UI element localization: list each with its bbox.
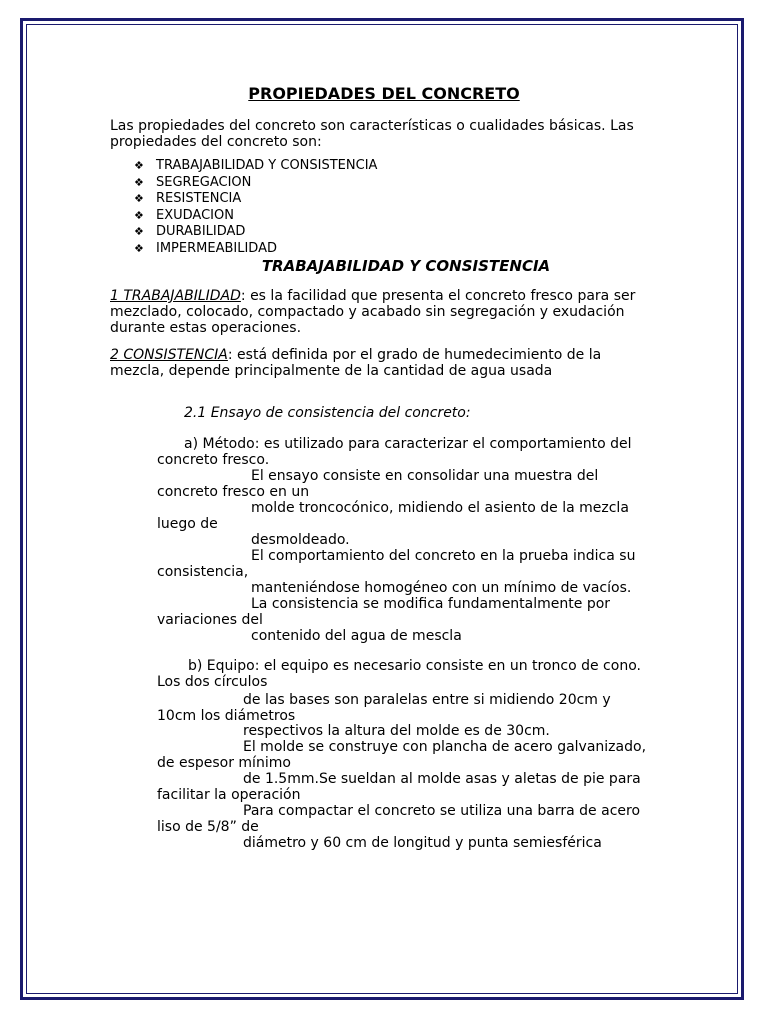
metodo-line: luego de [157, 516, 218, 532]
metodo-line: concreto fresco. [157, 452, 270, 468]
metodo-line: a) Método: es utilizado para caracterizar el comportamiento del [184, 436, 632, 452]
equipo-line: de espesor mínimo [157, 755, 291, 771]
metodo-line: El comportamiento del concreto en la prueba indica su [251, 548, 636, 564]
term-trabajabilidad: 1 TRABAJABILIDAD [110, 288, 241, 304]
consistencia-line-1: 2 CONSISTENCIA: está definida por el grado de humedecimiento de la [110, 347, 602, 363]
diamond-bullet-icon: ❖ [134, 208, 144, 222]
list-item: ❖ EXUDACION [134, 207, 234, 223]
intro-line-1: Las propiedades del concreto son características o cualidades básicas. Las [110, 118, 634, 134]
term-consistencia: 2 CONSISTENCIA [110, 347, 228, 363]
metodo-line: desmoldeado. [251, 532, 350, 548]
diamond-bullet-icon: ❖ [134, 159, 144, 172]
equipo-line: Para compactar el concreto se utiliza una barra de acero [243, 803, 641, 819]
diamond-bullet-icon: ❖ [134, 241, 144, 255]
equipo-line: facilitar la operación [157, 787, 301, 803]
equipo-line: respectivos la altura del molde es de 30cm. [243, 723, 550, 739]
metodo-line: concreto fresco en un [157, 484, 310, 500]
equipo-line: de 1.5mm.Se sueldan al molde asas y aletas de pie para [243, 771, 641, 787]
section-title: TRABAJABILIDAD Y CONSISTENCIA [261, 257, 551, 275]
properties-list [134, 158, 377, 258]
equipo-line: liso de 5/8” de [157, 819, 259, 835]
list-item: ❖ RESISTENCIA [134, 191, 242, 207]
metodo-line: molde troncocónico, midiendo el asiento de la mezcla [251, 500, 629, 516]
metodo-line: manteniéndose homogéneo con un mínimo de vacíos. [251, 580, 632, 596]
list-item: ❖ TRABAJABILIDAD Y CONSISTENCIA [134, 158, 378, 173]
metodo-line: consistencia, [157, 564, 249, 580]
diamond-bullet-icon: ❖ [134, 175, 144, 189]
equipo-line: de las bases son paralelas entre si midiendo 20cm y [243, 692, 611, 708]
intro-line-2: propiedades del concreto son: [110, 134, 322, 150]
trabajabilidad-line-1: 1 TRABAJABILIDAD: es la facilidad que presenta el concreto fresco para ser [110, 288, 636, 304]
list-item: ❖ SEGREGACION [134, 174, 252, 190]
list-item: ❖ IMPERMEABILIDAD [134, 240, 277, 256]
equipo-line: 10cm los diámetros [157, 708, 296, 724]
diamond-bullet-icon: ❖ [134, 192, 144, 206]
consistencia-line-2: mezcla, depende principalmente de la cantidad de agua usada [110, 363, 553, 379]
equipo-line: Los dos círculos [157, 674, 268, 690]
equipo-line: El molde se construye con plancha de acero galvanizado, [243, 739, 647, 755]
metodo-line: La consistencia se modifica fundamentalmente por [251, 596, 611, 612]
equipo-line: b) Equipo: el equipo es necesario consiste en un tronco de cono. [188, 658, 641, 674]
diamond-bullet-icon: ❖ [134, 225, 144, 239]
trabajabilidad-line-2: mezclado, colocado, compactado y acabado sin segregación y exudación [110, 304, 625, 320]
metodo-line: El ensayo consiste en consolidar una muestra del [251, 468, 599, 484]
document-title: PROPIEDADES DEL CONCRETO [248, 84, 520, 103]
metodo-line: contenido del agua de mescla [251, 628, 462, 644]
ensayo-title: 2.1 Ensayo de consistencia del concreto: [184, 405, 471, 421]
equipo-line: diámetro y 60 cm de longitud y punta semiesférica [243, 835, 602, 851]
trabajabilidad-line-3: durante estas operaciones. [110, 320, 302, 336]
list-item: ❖ DURABILIDAD [134, 224, 246, 240]
metodo-line: variaciones del [157, 612, 263, 628]
